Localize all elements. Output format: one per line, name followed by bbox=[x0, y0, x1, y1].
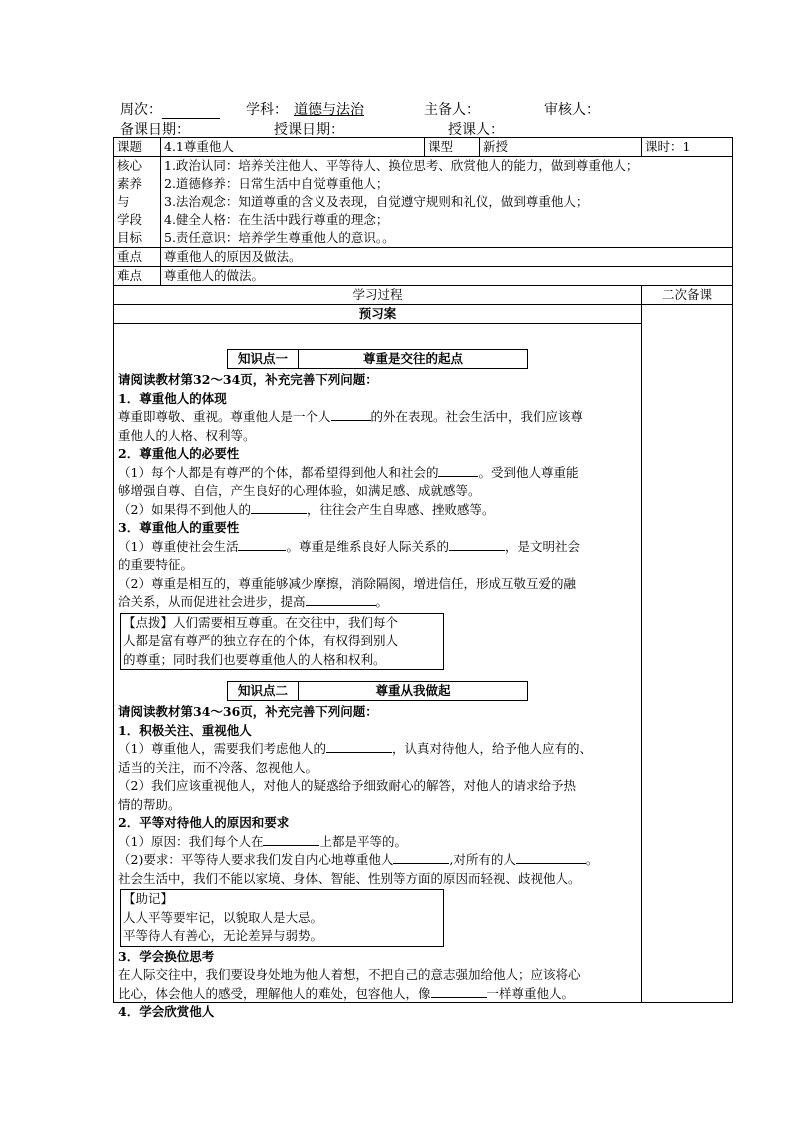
k2-s1-line: 情的帮助。 bbox=[118, 796, 181, 812]
fill-blank[interactable] bbox=[393, 851, 449, 864]
teach-date-label: 授课日期： bbox=[274, 122, 344, 138]
knowledge-point-1-title: 尊重是交往的起点 bbox=[362, 351, 463, 366]
text: （1）尊重他人，需要我们考虑他人的 bbox=[118, 741, 326, 756]
header-prep-date bbox=[120, 119, 190, 139]
reviewer-label: 审核人： bbox=[544, 102, 600, 118]
fill-blank[interactable] bbox=[449, 538, 505, 551]
text: 一样尊重他人。 bbox=[486, 985, 575, 1001]
header-preparer bbox=[424, 99, 480, 119]
fill-blank[interactable] bbox=[431, 985, 487, 998]
knowledge-point-2-tag: 知识点二 bbox=[228, 682, 299, 700]
objectives-label-line: 目标 bbox=[117, 230, 143, 245]
k2-s2-line: 社会生活中，我们不能以家境、身体、智能、性别等方面的原因而轻视、歧视他人。 bbox=[118, 870, 581, 886]
fill-blank[interactable] bbox=[263, 833, 319, 846]
text: （1）每个人都是有尊严的个体，都希望得到他人和社会的 bbox=[118, 464, 439, 480]
memo-line: 【助记】 bbox=[123, 891, 174, 906]
k2-s3-line bbox=[118, 985, 637, 1004]
fill-blank[interactable] bbox=[516, 851, 586, 864]
second-prep-label: 二次备课 bbox=[642, 286, 733, 305]
k2-s4-title: 4．学会欣赏他人 bbox=[118, 1004, 215, 1019]
objectives-label-line: 素养 bbox=[117, 176, 143, 191]
knowledge-point-1-tag: 知识点一 bbox=[228, 350, 299, 368]
text: ,对所有的人 bbox=[449, 852, 516, 867]
text: 洽关系，从而促进社会进步，提高 bbox=[118, 594, 306, 609]
k2-s2-title: 2．平等对待他人的原因和要求 bbox=[118, 815, 290, 830]
header-reviewer bbox=[544, 99, 600, 119]
hours-label: 课时：1 bbox=[642, 138, 733, 157]
header-teacher bbox=[448, 119, 504, 139]
teacher-label: 授课人： bbox=[448, 122, 504, 138]
k2-s3-line: 在人际交往中，我们要设身处地为他人着想，不把自己的意志强加给他人；应该将心 bbox=[118, 967, 581, 982]
k1-s2-title: 2．尊重他人的必要性 bbox=[118, 446, 240, 461]
text: 上都是平等的。 bbox=[319, 833, 407, 849]
k2-s3-title: 3．学会换位思考 bbox=[118, 948, 215, 964]
key-label: 重点 bbox=[114, 248, 161, 267]
knowledge-point-2-box bbox=[227, 681, 528, 701]
k1-s1-line bbox=[118, 408, 637, 427]
k1-s3-line: （2）尊重是相互的，尊重能够减少摩擦，消除隔阂，增进信任，形成互敬互爱的融 bbox=[118, 575, 576, 591]
process-label: 学习过程 bbox=[114, 286, 642, 305]
fill-blank[interactable] bbox=[251, 501, 307, 514]
text: 。 bbox=[585, 852, 599, 867]
key-value: 尊重他人的原因及做法。 bbox=[161, 248, 733, 267]
memo-line: 人人平等要牢记，以貌取人是大忌。 bbox=[123, 909, 324, 925]
tip-line: 人都是富有尊严的独立存在的个体，有权得到别人 bbox=[123, 633, 399, 648]
k2-s1-line: 适当的关注，而不冷落、忽视他人。 bbox=[118, 759, 319, 775]
k1-s2-line: 够增强自尊、自信，产生良好的心理体验，如满足感、成就感等。 bbox=[118, 483, 481, 498]
week-blank[interactable] bbox=[162, 104, 220, 119]
fill-blank[interactable] bbox=[326, 740, 392, 753]
k2-s1-line bbox=[118, 740, 637, 759]
k1-s1-title: 1．尊重他人的体现 bbox=[118, 390, 227, 406]
objective-item: 3.法治观念：知道尊重的含义及表现，自觉遵守规则和礼仪，做到尊重他人； bbox=[164, 194, 589, 209]
text: （1）尊重使社会生活 bbox=[118, 538, 239, 554]
k2-instruction: 请阅读教材第34～36页，补充完善下列问题： bbox=[118, 704, 378, 719]
k1-s3-line bbox=[118, 593, 637, 612]
k2-s2-line bbox=[118, 851, 637, 870]
prep-date-label: 备课日期： bbox=[120, 122, 190, 138]
k2-s2-line bbox=[118, 833, 637, 852]
text: 。 bbox=[375, 594, 389, 609]
k1-s3-line: 的重要特征。 bbox=[118, 557, 194, 572]
knowledge-point-1-box bbox=[227, 349, 528, 369]
content-column bbox=[114, 324, 641, 1019]
text: （2）如果得不到他人的 bbox=[118, 501, 251, 517]
header-week bbox=[120, 99, 220, 119]
tip-line: 【点拨】人们需要相互尊重。在交往中，我们每个 bbox=[123, 614, 399, 630]
tip-box bbox=[120, 613, 444, 671]
k1-instruction: 请阅读教材第32～34页，补充完善下列问题： bbox=[118, 372, 378, 387]
text: 。受到他人尊重能 bbox=[478, 464, 579, 480]
preview-label: 预习案 bbox=[114, 305, 642, 324]
subject-value: 道德与法治 bbox=[294, 102, 364, 118]
k1-s2-line bbox=[118, 464, 637, 483]
topic-label: 课题 bbox=[114, 138, 161, 157]
text: 的外在表现。社会生活中，我们应该尊 bbox=[370, 409, 584, 424]
objectives-label bbox=[114, 157, 161, 248]
objective-item: 4.健全人格：在生活中践行尊重的理念； bbox=[164, 212, 389, 227]
objectives-label-line: 与 bbox=[117, 194, 130, 209]
content-body bbox=[114, 324, 641, 1022]
preparer-label: 主备人： bbox=[424, 102, 480, 118]
subject-label: 学科： bbox=[246, 102, 288, 118]
memo-box bbox=[120, 889, 444, 947]
k2-s1-line: （2）我们应该重视他人，对他人的疑惑给予细致耐心的解答，对他人的请求给予热 bbox=[118, 778, 576, 793]
difficulty-value: 尊重他人的做法。 bbox=[161, 267, 733, 286]
k1-s3-line bbox=[118, 538, 637, 557]
objectives-content bbox=[161, 157, 733, 248]
knowledge-point-2-title: 尊重从我做起 bbox=[375, 683, 451, 698]
objectives-label-line: 核心 bbox=[117, 158, 143, 173]
objective-item: 1.政治认同：培养关注他人、平等待人、换位思考、欣赏他人的能力，做到尊重他人； bbox=[164, 158, 639, 173]
content-cell bbox=[114, 324, 642, 1019]
type-value: 新授 bbox=[480, 138, 642, 157]
objective-item: 5.责任意识：培养学生尊重他人的意识。。 bbox=[164, 230, 395, 245]
fill-blank[interactable] bbox=[306, 593, 376, 606]
text: ，往往会产生自卑感、挫败感等。 bbox=[306, 501, 495, 517]
text: ，是文明社会 bbox=[504, 538, 580, 554]
text: 比心，体会他人的感受，理解他人的难处，包容他人，像 bbox=[118, 985, 431, 1001]
topic-value: 4.1尊重他人 bbox=[161, 138, 425, 157]
tip-line: 的尊重；同时我们也要尊重他人的人格和权利。 bbox=[123, 651, 386, 667]
difficulty-label: 难点 bbox=[114, 267, 161, 286]
text: ，认真对待他人，给予他人应有的、 bbox=[391, 741, 592, 756]
text: （1）原因：我们每个人在 bbox=[118, 833, 264, 849]
k1-s2-line bbox=[118, 501, 637, 520]
fill-blank[interactable] bbox=[238, 538, 286, 551]
lesson-plan-table bbox=[113, 137, 733, 1019]
objective-item: 2.道德修养：日常生活中自觉尊重他人； bbox=[164, 176, 389, 191]
k1-s1-line: 重他人的人格、权利等。 bbox=[118, 427, 256, 443]
fill-blank[interactable] bbox=[438, 464, 478, 477]
text: （2)要求：平等待人要求我们发自内心地尊重他人 bbox=[118, 852, 394, 867]
k2-s1-title: 1．积极关注、重视他人 bbox=[118, 722, 252, 738]
text: 尊重即尊敬、重视。尊重他人是一个人 bbox=[118, 409, 331, 424]
second-prep-column[interactable] bbox=[642, 305, 733, 1003]
text: 。尊重是维系良好人际关系的 bbox=[286, 538, 449, 554]
type-label: 课型 bbox=[425, 138, 480, 157]
header-teach-date bbox=[274, 119, 344, 139]
k1-s3-title: 3．尊重他人的重要性 bbox=[118, 520, 240, 535]
header-subject bbox=[246, 99, 364, 119]
fill-blank[interactable] bbox=[331, 408, 371, 421]
week-label: 周次： bbox=[120, 102, 162, 118]
memo-line: 平等待人有善心，无论差异与弱势。 bbox=[123, 928, 324, 943]
objectives-label-line: 学段 bbox=[117, 212, 143, 227]
